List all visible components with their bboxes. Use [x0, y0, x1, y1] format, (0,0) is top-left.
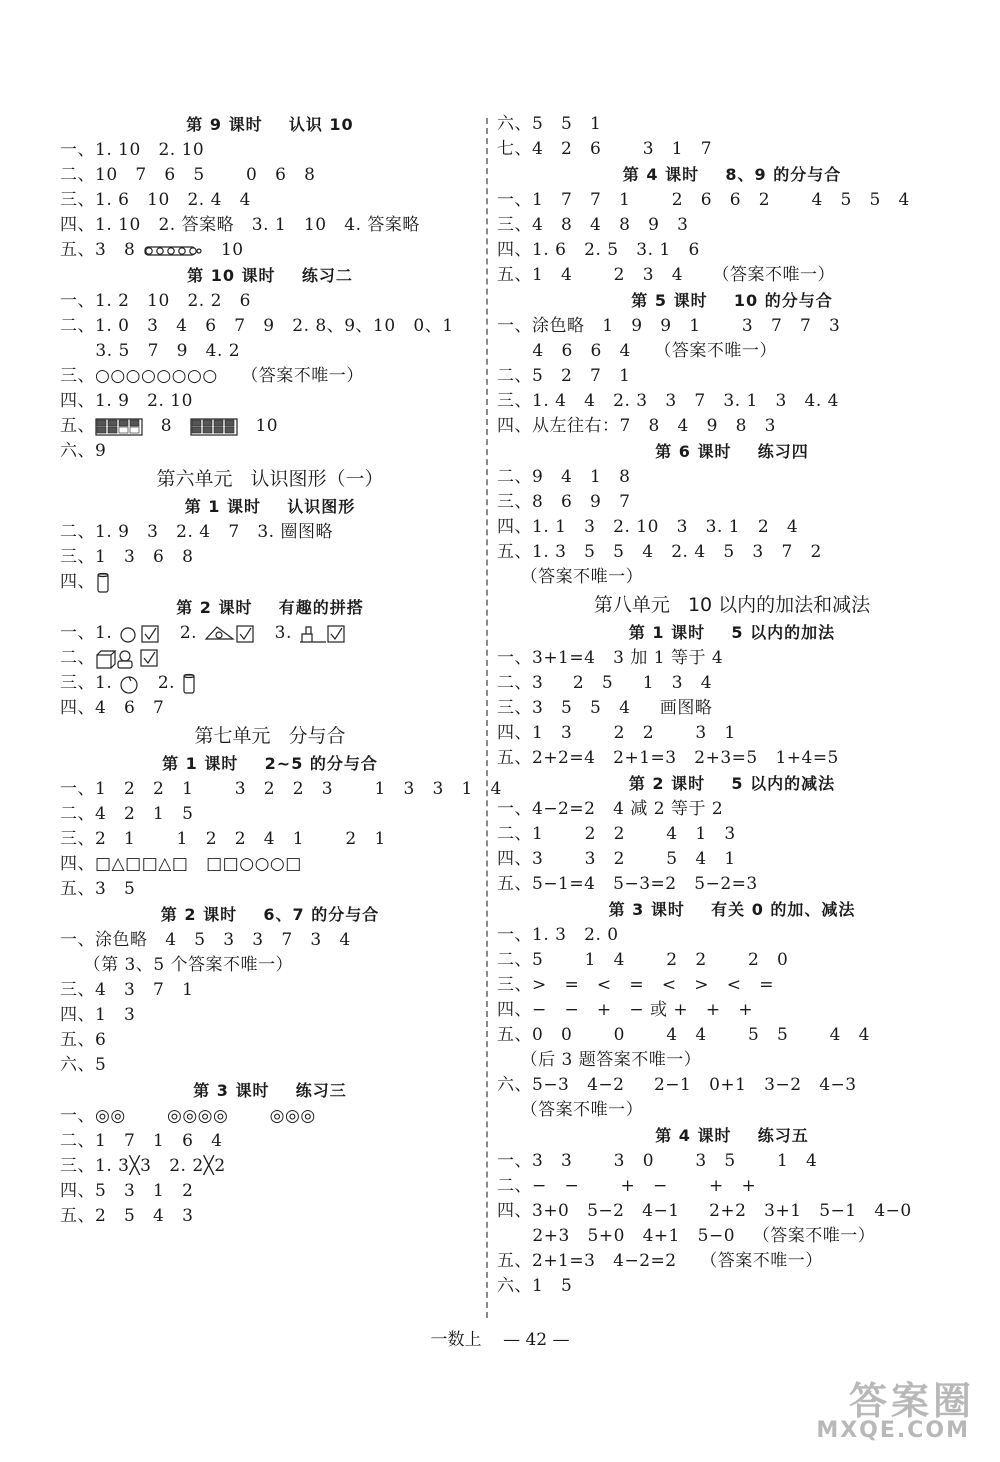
line-text: 二、− − + − + +: [497, 1176, 757, 1196]
tricheck-figure: [203, 623, 257, 645]
answer-line: [497, 263, 967, 288]
lesson-heading: [60, 1078, 480, 1104]
answer-line: [497, 188, 967, 213]
answer-line: [60, 238, 480, 263]
line-text: 五、2+1=3 4−2=2 （答案不唯一）: [497, 1251, 823, 1271]
answer-line: [497, 822, 967, 847]
lesson-heading: [60, 263, 480, 289]
line-text: 五、5−1=4 5−3=2 5−2=3: [497, 874, 758, 894]
lesson-heading: [497, 162, 967, 188]
answer-line: [60, 389, 480, 414]
line-text: 三、1. 4 4 2. 3 3 7 3. 1 3 4. 4: [497, 391, 840, 411]
line-text: 一、1. 3 2. 0: [497, 925, 619, 945]
line-text: 四、1 3 2 2 3 1: [497, 723, 736, 743]
right-column: [497, 112, 967, 1299]
answer-line: [497, 515, 967, 540]
line-text: 五、2 5 4 3: [60, 1206, 194, 1226]
answer-line: [60, 777, 502, 802]
lesson-heading: [497, 439, 967, 465]
line-text: 一、3 3 3 0 3 5 1 4: [497, 1151, 818, 1171]
answer-line: [60, 163, 480, 188]
answer-line: [497, 1023, 967, 1048]
line-text: 第 1 课时 5 以内的加法: [628, 623, 836, 642]
answer-line: [497, 923, 967, 948]
answer-line: [60, 1179, 480, 1204]
lesson-heading: [497, 897, 967, 923]
line-text: 第 1 课时 认识图形: [184, 497, 356, 516]
line-text: 五、1. 3 5 5 4 2. 4 5 3 7 2: [497, 542, 822, 562]
answer-line: [497, 112, 967, 137]
line-text: 第 10 课时 练习二: [187, 266, 353, 285]
answer-line: [497, 1274, 967, 1299]
line-text: 第 4 课时 8、9 的分与合: [622, 165, 842, 184]
line-text: 第 2 课时 6、7 的分与合: [160, 905, 380, 924]
line-text: 三、3 5 5 4 画图略: [497, 698, 713, 718]
answer-line: [497, 998, 967, 1023]
answer-line: [497, 238, 967, 263]
line-text: 第 9 课时 认识 10: [186, 115, 354, 134]
blockcheck-figure: [298, 623, 348, 645]
line-text: 第 2 课时 有趣的拼搭: [176, 598, 364, 617]
line-text: 五、3 5: [60, 879, 136, 899]
answer-line: [497, 137, 967, 162]
unit-heading: [60, 464, 480, 494]
line-text: 二、: [60, 648, 95, 668]
line-text: （答案不唯一）: [497, 567, 644, 587]
answer-line: [497, 565, 967, 590]
line-text: 四、4 6 7: [60, 698, 165, 718]
lesson-heading: [497, 1123, 967, 1149]
answer-line: [60, 671, 480, 696]
cyl-figure: [181, 672, 197, 696]
line-text: 第 6 课时 练习四: [655, 442, 809, 461]
answer-line: [497, 797, 967, 822]
answer-line: [497, 872, 967, 897]
grid2-figure: [190, 417, 238, 437]
answer-line: [60, 545, 480, 570]
line-text: 四、1. 1 3 2. 10 3 3. 1 2 4: [497, 517, 799, 537]
answer-line: [60, 928, 480, 953]
answer-line: [497, 696, 967, 721]
cubecheck-figure: [95, 647, 165, 671]
column-divider: [486, 118, 488, 1318]
line-text: 二、9 4 1 8: [497, 467, 631, 487]
lesson-heading: [497, 620, 967, 646]
ball-figure: [118, 673, 140, 695]
line-text: 五、6: [60, 1030, 107, 1050]
line-text: 一、涂色略 4 5 3 3 7 3 4: [60, 930, 351, 950]
line-text: 一、4−2=2 4 减 2 等于 2: [497, 799, 724, 819]
answer-line: [60, 213, 480, 238]
answer-line: [497, 721, 967, 746]
line-text: 三、1. 3╳3 2. 2╳2: [60, 1156, 226, 1176]
line-text: 五、3 8: [60, 240, 142, 260]
line-text: 四、5 3 1 2: [60, 1181, 194, 1201]
watermark-logo: 答案圈: [848, 1379, 975, 1423]
unit-heading: [60, 721, 480, 751]
line-text: 四、1. 9 2. 10: [60, 391, 193, 411]
line-text: 8: [143, 416, 190, 436]
line-text: 五、: [60, 416, 95, 436]
line-text: 二、5 1 4 2 2 2 0: [497, 950, 789, 970]
line-text: 四、从左往右：7 8 4 9 8 3: [497, 416, 776, 436]
answer-line: [60, 978, 480, 1003]
line-text: 3. 5 7 9 4. 2: [60, 341, 241, 361]
grid1-figure: [95, 417, 143, 437]
cyl-figure: [95, 571, 111, 595]
answer-line: [60, 852, 480, 877]
line-text: 二、1 7 1 6 4: [60, 1131, 223, 1151]
line-text: 二、4 2 1 5: [60, 804, 194, 824]
line-text: 第六单元 认识图形（一）: [156, 468, 384, 490]
line-text: 四、3 3 2 5 4 1: [497, 849, 736, 869]
answer-line: [60, 364, 480, 389]
line-text: （第 3、5 个答案不唯一）: [60, 955, 294, 975]
line-text: 五、2+2=4 2+1=3 2+3=5 1+4=5: [497, 748, 839, 768]
answer-line: [497, 1174, 967, 1199]
answer-line: [60, 827, 480, 852]
line-text: 六、5−3 4−2 2−1 0+1 3−2 4−3: [497, 1075, 857, 1095]
answer-line: [497, 948, 967, 973]
answer-line: [60, 138, 480, 163]
answer-line: [60, 339, 480, 364]
line-text: 五、0 0 0 4 4 5 5 4 4: [497, 1025, 870, 1045]
line-text: 一、1.: [60, 623, 119, 643]
answer-line: [497, 1199, 967, 1224]
answer-line: [497, 213, 967, 238]
line-text: 二、10 7 6 5 0 6 8: [60, 165, 316, 185]
answer-line: [60, 289, 480, 314]
line-text: 2.: [140, 673, 181, 693]
line-text: 三、8 6 9 7: [497, 492, 631, 512]
line-text: 第七单元 分与合: [194, 725, 346, 747]
watermark-url: MXQE.COM: [816, 1418, 970, 1443]
answer-line: [60, 1104, 480, 1129]
lesson-heading: [60, 494, 480, 520]
answer-line: [497, 414, 967, 439]
line-text: 第 3 课时 练习三: [193, 1081, 347, 1100]
line-text: 一、涂色略 1 9 9 1 3 7 7 3: [497, 316, 841, 336]
left-column: [60, 112, 502, 1229]
answer-line: [497, 847, 967, 872]
answer-line: [497, 1249, 967, 1274]
answer-line: [497, 364, 967, 389]
line-text: 三、1. 6 10 2. 4 4: [60, 190, 251, 210]
line-text: 2.: [162, 623, 203, 643]
line-text: 六、1 5: [497, 1276, 573, 1296]
line-text: 第 3 课时 有关 0 的加、减法: [608, 900, 856, 919]
answer-line: [497, 389, 967, 414]
answer-line: [60, 314, 480, 339]
answer-line: [497, 671, 967, 696]
line-text: 四、1 3: [60, 1005, 136, 1025]
line-text: 第 5 课时 10 的分与合: [631, 291, 833, 310]
answer-line: [60, 877, 480, 902]
ballcheck-figure: [118, 623, 162, 645]
answer-line: [497, 973, 967, 998]
line-text: 六、9: [60, 441, 107, 461]
answer-line: [60, 953, 480, 978]
answer-line: [497, 540, 967, 565]
line-text: 一、1 2 2 1 3 2 2 3 1 3 3 1 4: [60, 779, 502, 799]
line-text: 三、4 8 4 8 9 3: [497, 215, 689, 235]
answer-line: [497, 490, 967, 515]
line-text: 一、3+1=4 3 加 1 等于 4: [497, 648, 724, 668]
lesson-heading: [497, 288, 967, 314]
answer-line: [497, 465, 967, 490]
answer-line: [497, 339, 967, 364]
answer-line: [60, 696, 480, 721]
answer-line: [60, 1154, 480, 1179]
line-text: 七、4 2 6 3 1 7: [497, 139, 713, 159]
answer-line: [60, 1028, 480, 1053]
line-text: 3.: [256, 623, 298, 643]
line-text: 四、1. 6 2. 5 3. 1 6: [497, 240, 700, 260]
line-text: 第八单元 10 以内的加法和减法: [593, 594, 871, 616]
line-text: 4 6 6 4 （答案不唯一）: [497, 341, 777, 361]
line-text: 二、1. 0 3 4 6 7 9 2. 8、9、10 0、1: [60, 316, 454, 336]
line-text: 二、1 2 2 4 1 3: [497, 824, 736, 844]
line-text: 一、1 7 7 1 2 6 6 2 4 5 5 4: [497, 190, 910, 210]
line-text: 2+3 5+0 4+1 5−0 （答案不唯一）: [497, 1226, 876, 1246]
answer-line: [60, 1053, 480, 1078]
line-text: 三、○○○○○○○○ （答案不唯一）: [60, 366, 364, 386]
answer-line: [497, 1149, 967, 1174]
line-text: 四、3+0 5−2 4−1 2+2 3+1 5−1 4−0: [497, 1201, 912, 1221]
line-text: 三、> = < = < > < =: [497, 975, 774, 995]
line-text: 二、3 2 5 1 3 4: [497, 673, 713, 693]
line-text: 一、1. 2 10 2. 2 6: [60, 291, 251, 311]
line-text: 第 1 课时 2~5 的分与合: [162, 754, 378, 773]
answer-line: [60, 1003, 480, 1028]
answer-line: [497, 314, 967, 339]
line-text: （后 3 题答案不唯一）: [497, 1050, 702, 1070]
answer-line: [497, 1098, 967, 1123]
answer-line: [60, 188, 480, 213]
answer-line: [60, 646, 480, 671]
line-text: （答案不唯一）: [497, 1100, 644, 1120]
lesson-heading: [60, 595, 480, 621]
answer-line: [60, 439, 480, 464]
answer-line: [497, 1048, 967, 1073]
answer-line: [60, 414, 480, 439]
line-text: 三、4 3 7 1: [60, 980, 194, 1000]
line-text: 六、5 5 1: [497, 114, 602, 134]
lesson-heading: [60, 751, 480, 777]
answer-line: [497, 1073, 967, 1098]
answer-line: [60, 621, 480, 646]
lesson-heading: [60, 902, 480, 928]
answer-line: [60, 570, 480, 595]
line-text: 四、: [60, 572, 95, 592]
line-text: 五、1 4 2 3 4 （答案不唯一）: [497, 265, 836, 285]
line-text: 10: [203, 240, 244, 260]
answer-line: [60, 520, 480, 545]
lesson-heading: [497, 771, 967, 797]
unit-heading: [497, 590, 967, 620]
line-text: 六、5: [60, 1055, 107, 1075]
answer-line: [60, 1129, 480, 1154]
line-text: 三、2 1 1 2 2 4 1 2 1: [60, 829, 386, 849]
answer-line: [497, 746, 967, 771]
answer-line: [497, 1224, 967, 1249]
line-text: 一、◎◎ ◎◎◎◎ ◎◎◎: [60, 1106, 316, 1126]
lesson-heading: [60, 112, 480, 138]
line-text: 三、1.: [60, 673, 119, 693]
answer-line: [60, 802, 480, 827]
line-text: 四、− − + − 或 + + +: [497, 1000, 754, 1020]
line-text: 四、1. 10 2. 答案略 3. 1 10 4. 答案略: [60, 215, 420, 235]
line-text: 二、1. 9 3 2. 4 7 3. 圈图略: [60, 522, 333, 542]
line-text: 一、1. 10 2. 10: [60, 140, 205, 160]
answer-line: [497, 646, 967, 671]
answer-line: [60, 1204, 480, 1229]
line-text: 第 4 课时 练习五: [655, 1126, 809, 1145]
dots-figure: [141, 241, 203, 261]
line-text: 第 2 课时 5 以内的减法: [628, 774, 836, 793]
line-text: 10: [237, 416, 279, 436]
line-text: 三、1 3 6 8: [60, 547, 194, 567]
line-text: 四、□△□□△□ □□○○○□: [60, 854, 302, 874]
page-footer: 一数上 — 42 —: [430, 1330, 570, 1350]
line-text: 二、5 2 7 1: [497, 366, 631, 386]
